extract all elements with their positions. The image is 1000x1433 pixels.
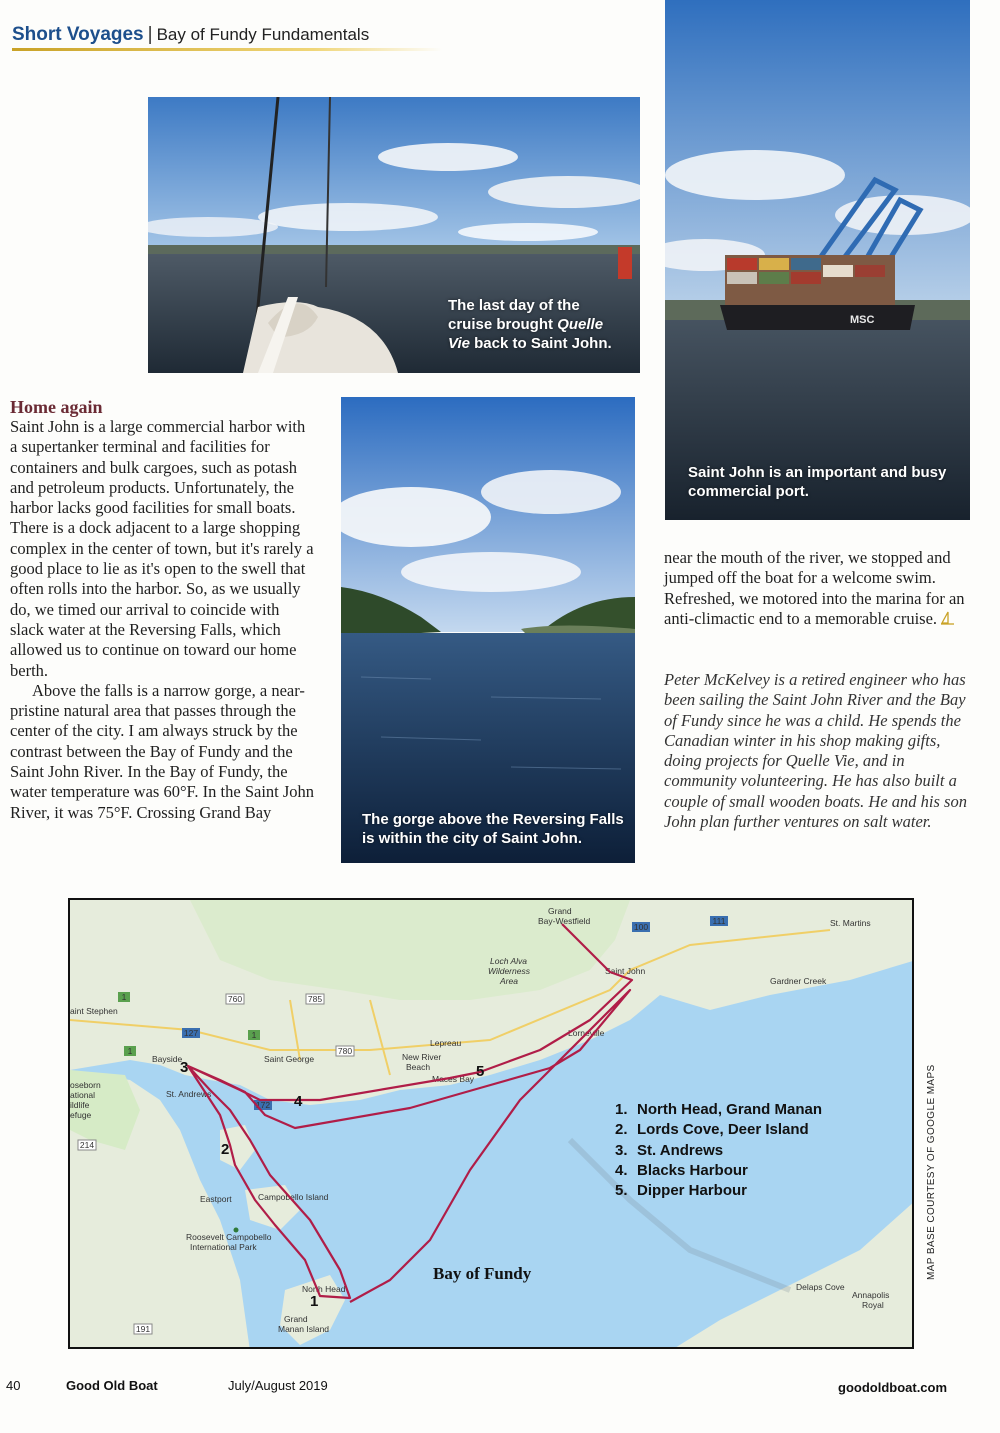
- svg-text:Annapolis: Annapolis: [852, 1290, 890, 1300]
- svg-text:Bay-Westfield: Bay-Westfield: [538, 916, 591, 926]
- svg-text:Loch Alva: Loch Alva: [490, 956, 528, 966]
- park-marker-icon: [234, 1228, 239, 1233]
- route-marker-3: 3: [180, 1059, 189, 1076]
- svg-text:Gardner Creek: Gardner Creek: [770, 976, 827, 986]
- svg-text:Roosevelt Campobello: Roosevelt Campobello: [186, 1232, 272, 1242]
- article-paragraph-3: near the mouth of the river, we stopped and jumped off the boat for a welcome swim. Refreshed, we motored into the marina for an anti-climactic end to a memorable cruise.: [664, 548, 965, 628]
- svg-text:ational: ational: [70, 1090, 96, 1100]
- svg-text:780: 780: [337, 1046, 353, 1056]
- svg-text:172: 172: [255, 1100, 271, 1110]
- svg-text:1: 1: [127, 1046, 133, 1056]
- svg-text:785: 785: [307, 994, 323, 1004]
- end-sail-icon: [941, 611, 955, 625]
- svg-text:New River: New River: [402, 1052, 442, 1062]
- svg-text:oseborn: oseborn: [70, 1080, 101, 1090]
- svg-text:Grand: Grand: [284, 1314, 308, 1324]
- svg-text:St. Martins: St. Martins: [830, 918, 871, 928]
- svg-text:100: 100: [633, 922, 649, 932]
- svg-text:760: 760: [227, 994, 243, 1004]
- route-marker-1: 1: [310, 1293, 319, 1310]
- svg-text:efuge: efuge: [70, 1110, 92, 1120]
- photo1-caption: The last day of the cruise brought Quelle Vie back to Saint John.: [448, 297, 612, 352]
- header-gold-rule: [12, 48, 442, 51]
- container-port-image: [665, 0, 970, 520]
- photo-harbor-bow: [148, 97, 640, 373]
- route-marker-2: 2: [221, 1141, 230, 1158]
- svg-text:Lorneville: Lorneville: [568, 1028, 605, 1038]
- svg-text:Royal: Royal: [862, 1300, 884, 1310]
- gorge-image: [341, 397, 635, 863]
- author-bio: Peter McKelvey is a retired engineer who has been sailing the Saint John River and the Bay of Fundy since he was a child. He spends the Canadian winter in his shop making gifts, doing projects for Quelle Vie, and in community volunteering. He has also built a couple of small wooden boats. He and his son John plan further ventures on salt water.: [664, 670, 967, 832]
- photo-gorge: [341, 397, 635, 863]
- svg-text:Grand: Grand: [548, 906, 572, 916]
- svg-text:International Park: International Park: [190, 1242, 257, 1252]
- svg-text:Maces Bay: Maces Bay: [432, 1074, 475, 1084]
- legend-item: 4. Blacks Harbour: [615, 1161, 748, 1179]
- svg-text:Saint George: Saint George: [264, 1054, 315, 1064]
- website-link[interactable]: goodoldboat.com: [838, 1380, 948, 1395]
- svg-text:Campobello Island: Campobello Island: [258, 1192, 329, 1202]
- svg-text:Area: Area: [500, 976, 518, 986]
- article-column-3: [664, 548, 974, 629]
- magazine-name: Good Old Boat: [66, 1378, 158, 1393]
- article-paragraph-1: Saint John is a large commercial harbor with a supertanker terminal and facilities for containers and bulk cargoes, such as potash and petroleum products. Unfortunately, the harbor lacks good facilities for small boats. There is a dock adjacent to a large shopping complex in the center of town, but it's rarely a good place to lie as it's open to the swell that often rolls into the harbor. So, as we usually do, we timed our arrival to coincide with slack water at the Reversing Falls, which allowed us to continue on toward our home berth.: [10, 417, 314, 680]
- svg-text:Saint John: Saint John: [605, 966, 646, 976]
- header-separator: |: [147, 24, 153, 45]
- photo-container-port: [665, 0, 970, 520]
- svg-text:127: 127: [183, 1028, 199, 1038]
- route-marker-5: 5: [476, 1063, 485, 1080]
- svg-text:Manan Island: Manan Island: [278, 1324, 330, 1334]
- svg-text:North Head: North Head: [302, 1284, 346, 1294]
- svg-text:Lepreau: Lepreau: [430, 1038, 462, 1048]
- route-marker-4: 4: [294, 1093, 303, 1110]
- running-header: [12, 24, 652, 50]
- svg-text:Bayside: Bayside: [152, 1054, 183, 1064]
- svg-text:Wilderness: Wilderness: [488, 966, 530, 976]
- svg-text:1: 1: [121, 992, 127, 1002]
- svg-text:214: 214: [79, 1140, 95, 1150]
- issue-date: July/August 2019: [228, 1378, 328, 1393]
- svg-text:ildlife: ildlife: [70, 1100, 90, 1110]
- map-bay-label: Bay of Fundy: [433, 1264, 532, 1283]
- svg-text:Beach: Beach: [406, 1062, 431, 1072]
- section-heading-home-again: Home again: [10, 397, 103, 417]
- svg-text:St. Andrews: St. Andrews: [166, 1089, 212, 1099]
- legend-item: 2. Lords Cove, Deer Island: [615, 1121, 809, 1139]
- legend-item: 3. St. Andrews: [615, 1141, 724, 1159]
- article-column-1: [10, 417, 315, 823]
- page-number: 40: [6, 1378, 21, 1393]
- svg-text:111: 111: [712, 916, 726, 926]
- svg-text:1: 1: [251, 1030, 257, 1040]
- map-credit: MAP BASE COURTESY OF GOOGLE MAPS: [926, 1064, 937, 1280]
- svg-text:aint Stephen: aint Stephen: [70, 1006, 118, 1016]
- section-title: Short Voyages: [12, 24, 144, 45]
- ship-hull-label: MSC: [850, 314, 875, 326]
- legend-item: 1. North Head, Grand Manan: [615, 1101, 823, 1118]
- photo3-caption: The gorge above the Reversing Falls is within the city of Saint John.: [362, 811, 624, 847]
- article-paragraph-2: Above the falls is a narrow gorge, a near-pristine natural area that passes through the center of the city. I am always struck by the contrast between the Bay of Fundy and the Saint John River. In the Bay of Fundy, the water temperature was 60°F. In the Saint John River, it was 75°F. Crossing Grand Bay: [10, 680, 315, 822]
- photo2-caption: Saint John is an important and busy commercial port.: [688, 464, 947, 500]
- svg-text:Delaps Cove: Delaps Cove: [796, 1282, 845, 1292]
- map-legend: [615, 1100, 822, 1201]
- legend-item: 5. Dipper Harbour: [615, 1182, 748, 1200]
- svg-text:191: 191: [135, 1324, 151, 1334]
- svg-text:Eastport: Eastport: [200, 1194, 232, 1204]
- header-topic: Bay of Fundy Fundamentals: [156, 25, 370, 44]
